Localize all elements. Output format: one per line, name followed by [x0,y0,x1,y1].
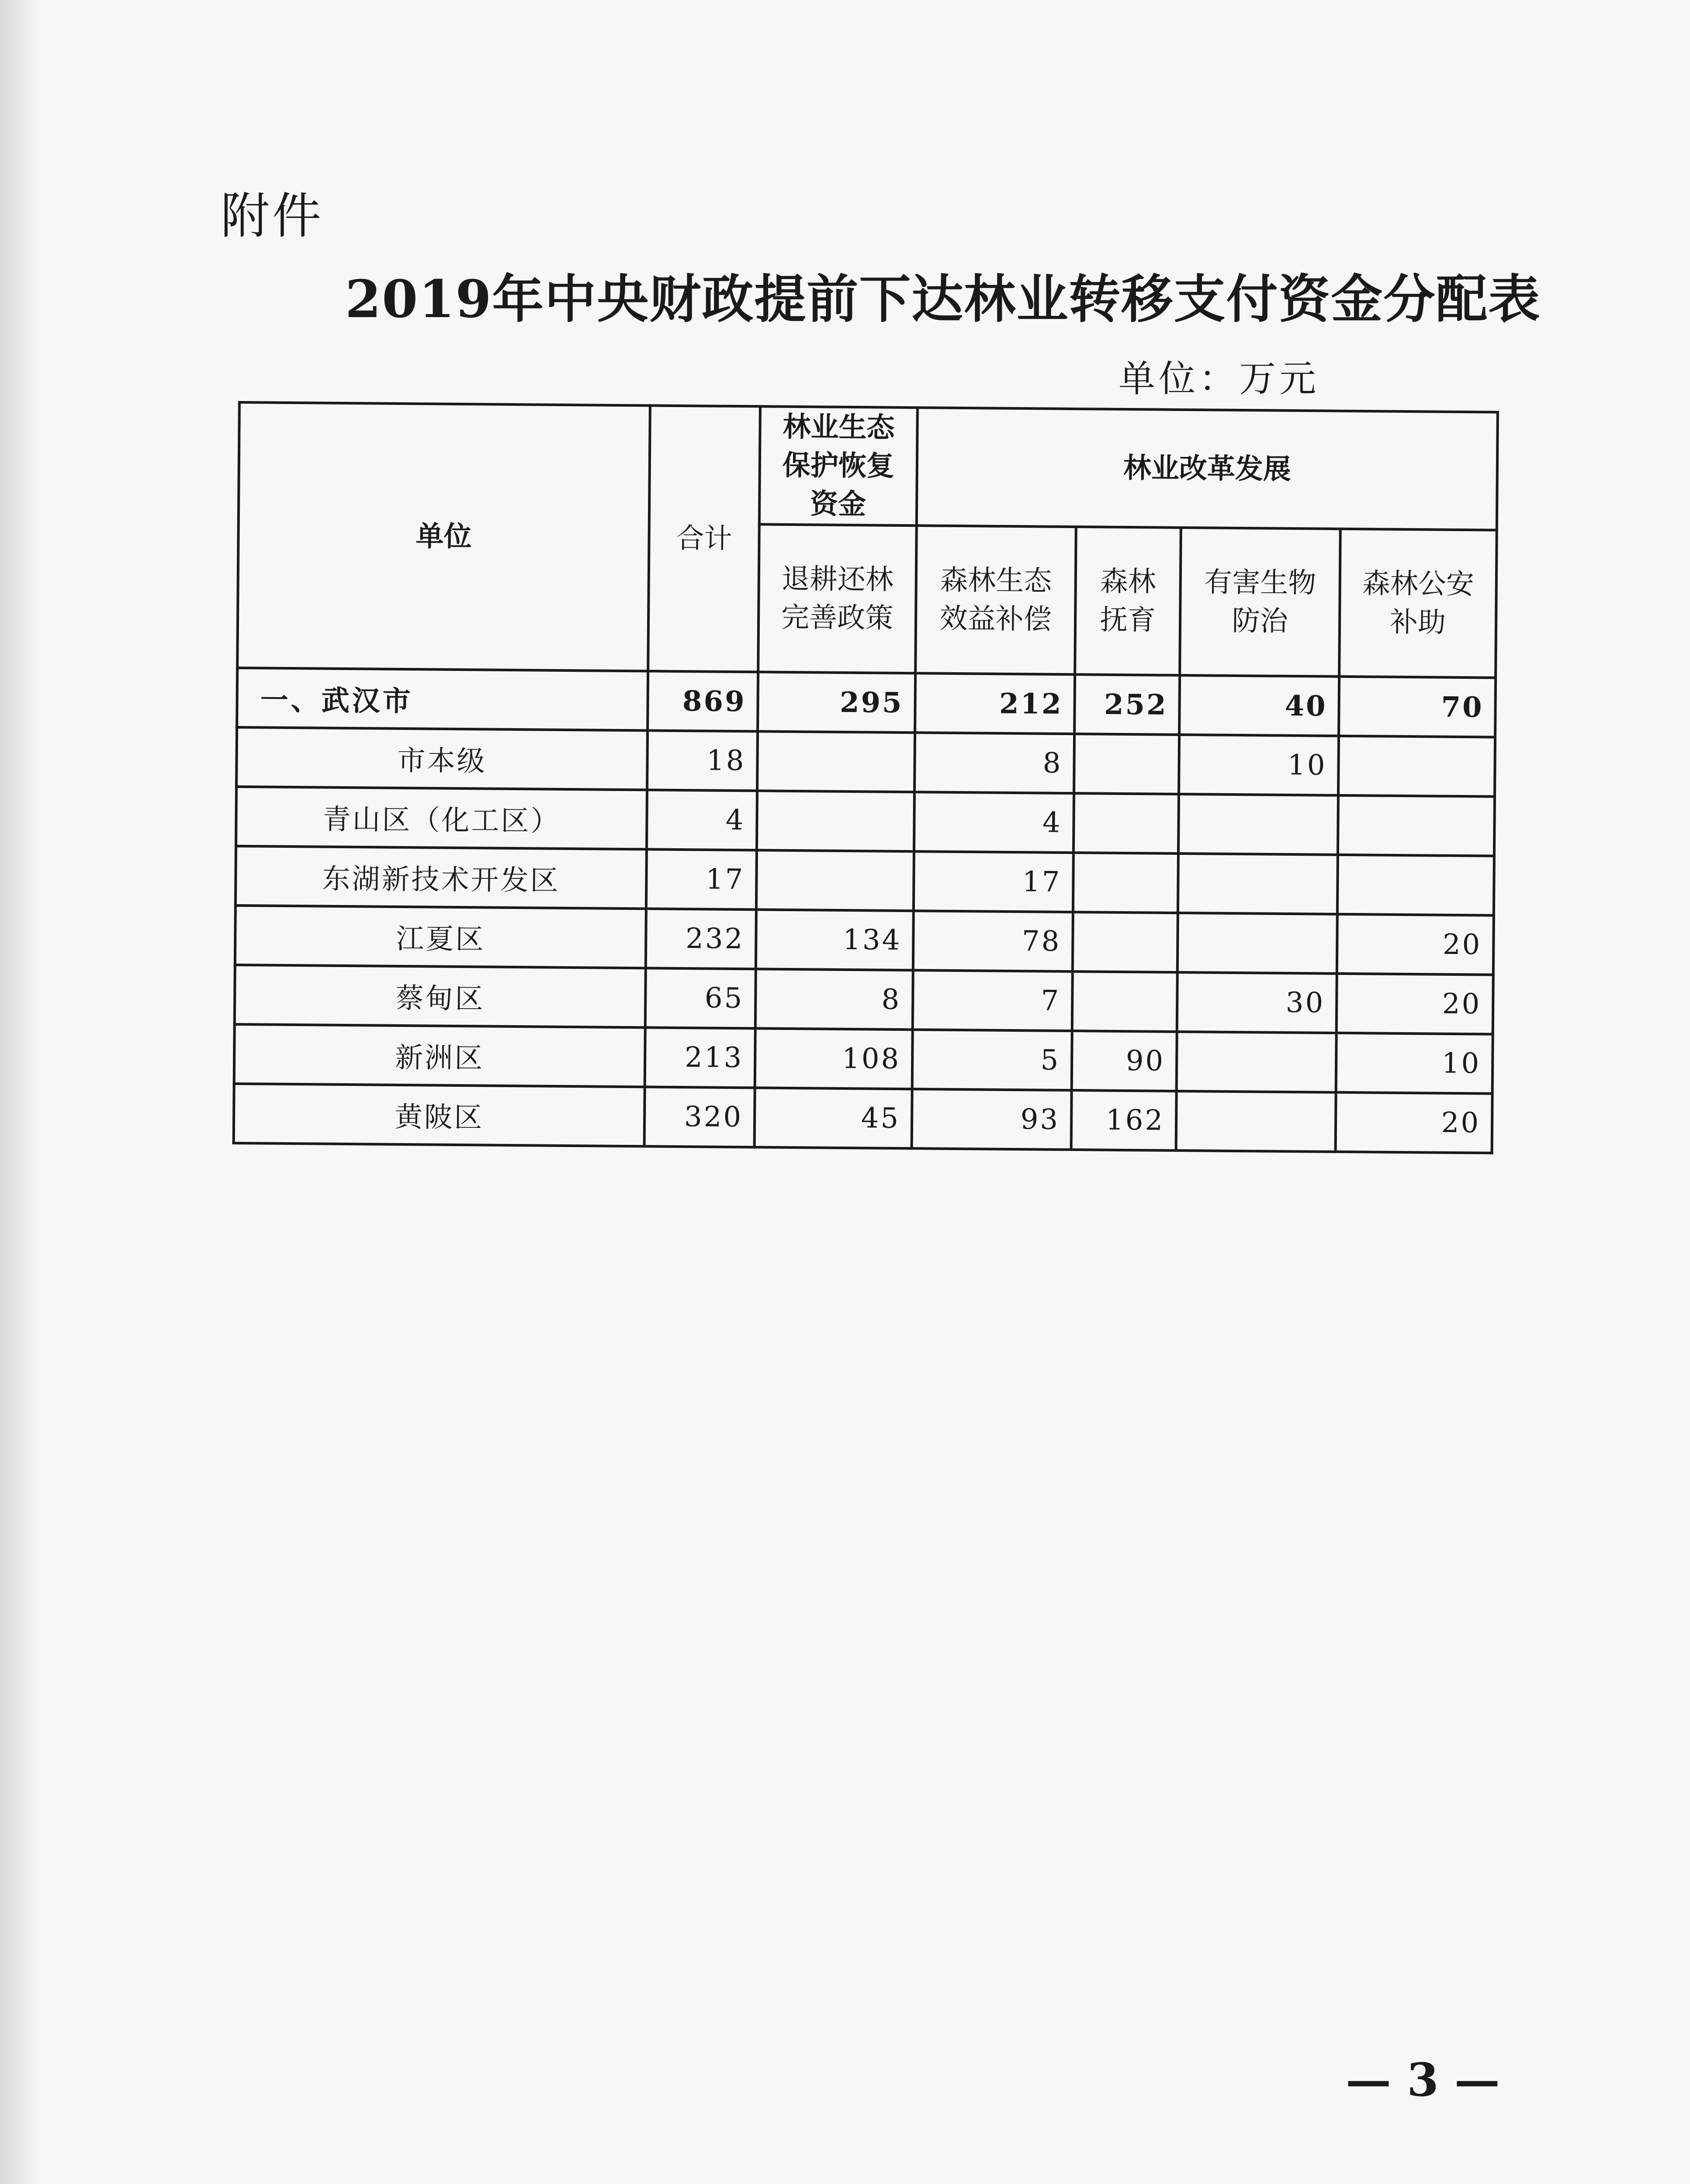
cell-value [1177,913,1337,974]
unit-label: 单位：万元 [1119,357,1320,400]
header-sub: 森林公安补助 [1339,529,1497,678]
attachment-label: 附件 [221,188,324,245]
cell-value: 20 [1337,974,1493,1034]
cell-value: 134 [756,909,914,970]
cell-value: 45 [755,1088,912,1148]
cell-value: 20 [1337,914,1494,975]
cell-value: 108 [755,1028,913,1089]
table-row [235,905,1494,975]
cell-value: 10 [1336,1033,1493,1094]
cell-total: 65 [645,968,756,1028]
cell-value [1073,853,1178,913]
header-sub: 退耕还林完善政策 [758,524,917,673]
cell-value: 10 [1179,735,1339,795]
cell-value [1338,795,1495,856]
header-unit: 单位 [237,402,650,671]
cell-total: 18 [647,730,758,791]
cell-value [1337,855,1494,916]
cell-value: 93 [912,1089,1072,1150]
cell-value: 4 [914,792,1074,853]
row-name: 蔡甸区 [235,965,646,1027]
header-reform: 林业改革发展 [917,408,1498,530]
cell-value [757,791,914,851]
header-sub: 森林生态效益补偿 [915,525,1076,674]
cell-value: 30 [1177,972,1337,1033]
cell-total: 213 [645,1027,755,1088]
cell-value [756,850,914,911]
page-edge-shadow [0,0,39,2184]
cell-value: 8 [914,733,1074,793]
cell-value: 212 [915,673,1075,734]
cell-total: 869 [648,671,758,731]
allocation-table [232,401,1499,1154]
page-number: — 3 — [1346,2053,1500,2107]
cell-value: 7 [913,970,1073,1031]
cell-value: 162 [1071,1090,1177,1151]
row-name: 新洲区 [234,1024,645,1087]
cell-total: 232 [646,909,756,969]
cell-value [1176,1091,1336,1152]
cell-value [1072,971,1177,1032]
table-row [234,1024,1493,1094]
page-title: 2019年中央财政提前下达林业转移支付资金分配表 [345,269,1541,329]
cell-value [757,731,915,792]
cell-value [1073,912,1178,972]
cell-value [1074,734,1179,794]
row-name: 江夏区 [235,905,646,968]
row-name: 市本级 [236,727,648,790]
cell-total: 17 [646,849,757,909]
row-name: 黄陂区 [234,1084,645,1146]
cell-value [1074,793,1179,854]
cell-value: 40 [1179,675,1339,736]
table-row [236,727,1495,797]
header-sub: 森林抚育 [1075,527,1181,675]
cell-value [1178,794,1338,855]
cell-value: 90 [1072,1031,1177,1091]
table-row [237,668,1496,737]
cell-value: 78 [913,911,1073,971]
cell-value: 70 [1339,677,1496,737]
header-sub: 有害生物防治 [1180,528,1340,677]
table-row [234,1084,1493,1153]
table-row [236,787,1495,856]
cell-total: 320 [644,1087,755,1147]
header-eco-protection: 林业生态保护恢复资金 [759,406,918,525]
cell-value: 295 [758,672,915,733]
cell-value: 20 [1336,1092,1493,1153]
table-row [235,965,1493,1034]
cell-value: 17 [914,851,1074,912]
header-total: 合计 [648,405,760,672]
cell-total: 4 [647,790,757,850]
cell-value [1178,854,1338,914]
table-row [235,846,1494,916]
row-name: 东湖新技术开发区 [235,846,647,909]
cell-value [1177,1032,1337,1092]
row-name: 青山区（化工区） [236,787,647,849]
cell-value: 8 [755,969,913,1030]
cell-value: 252 [1074,674,1180,735]
row-name: 一、武汉市 [237,668,648,730]
cell-value [1338,736,1495,797]
cell-value: 5 [912,1030,1072,1090]
